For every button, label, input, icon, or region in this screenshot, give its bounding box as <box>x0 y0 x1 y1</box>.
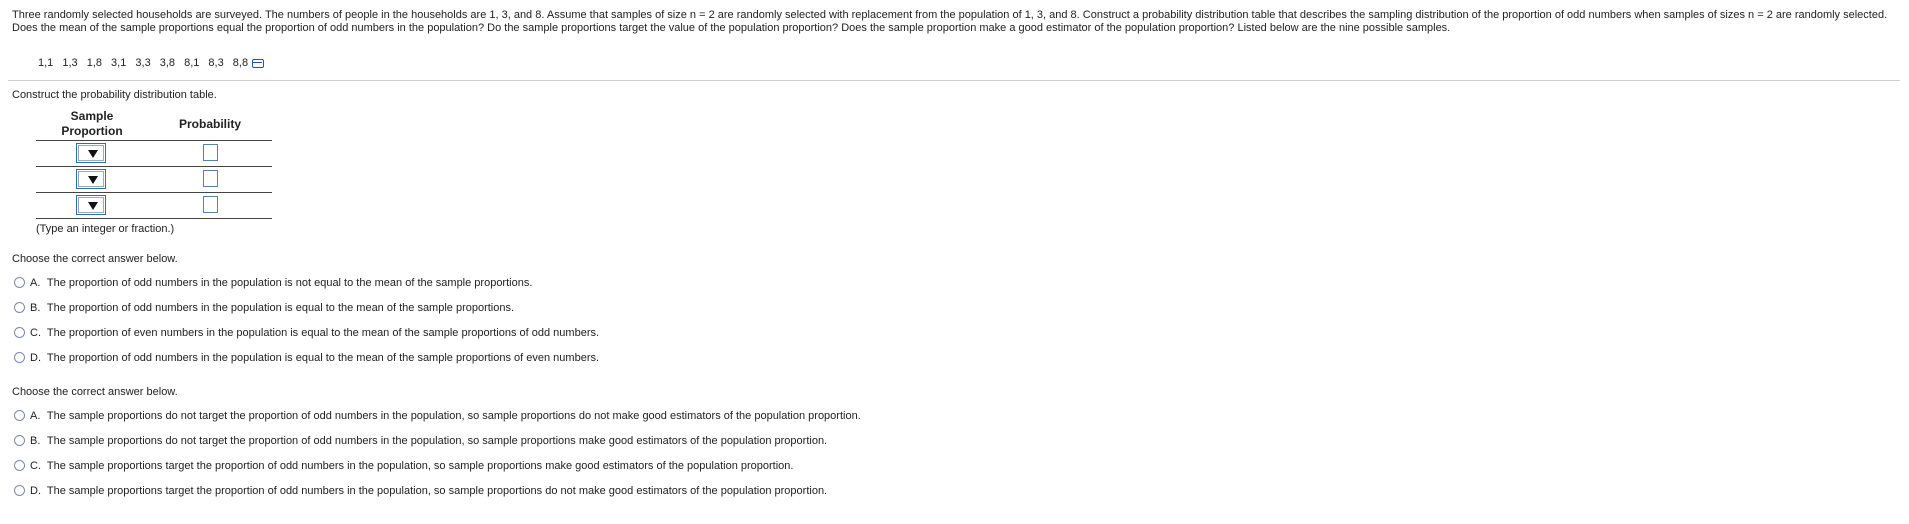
divider <box>8 80 1900 81</box>
probability-input-1[interactable] <box>203 144 218 161</box>
table-row-rule-1 <box>36 166 272 167</box>
col-header-sample: Sample <box>70 109 114 123</box>
part1-prompt: Construct the probability distribution table. <box>12 89 217 101</box>
part3-option-b[interactable]: B. The sample proportions do not target the proportion of odd numbers in the population, so sample proportions make good estimators of the population proportion. <box>14 435 827 447</box>
part3-option-d[interactable]: D. The sample proportions target the proportion of odd numbers in the population, so sample proportions do not make good estimators of the population proportion. <box>14 485 827 497</box>
radio-icon[interactable] <box>14 352 25 363</box>
probability-input-2[interactable] <box>203 170 218 187</box>
chevron-down-icon <box>88 202 98 210</box>
chevron-down-icon <box>88 176 98 184</box>
radio-icon[interactable] <box>14 327 25 338</box>
proportion-select-1[interactable] <box>76 143 106 163</box>
probability-input-3[interactable] <box>203 196 218 213</box>
part2-option-a[interactable]: A. The proportion of odd numbers in the population is not equal to the mean of the sample proportions. <box>14 277 532 289</box>
table-row-rule-2 <box>36 192 272 193</box>
radio-icon[interactable] <box>14 410 25 421</box>
part3-option-c[interactable]: C. The sample proportions target the proportion of odd numbers in the population, so sample proportions make good estimators of the population proportion. <box>14 460 793 472</box>
problem-statement: Three randomly selected households are surveyed. The numbers of people in the households are 1, 3, and 8. Assume that samples of size n = 2 are randomly selected with replacement from the population of 1, 3, and 8. Construct a probability distribution table that describes the sampling distribution of the proportion of odd numbers when samples of sizes n = 2 are randomly selected. Does the mean of the sample proportions equal the proportion of odd numbers in the population? Do the sample proportions target the value of the population proportion? Does the sample proportion make a good estimator of the population proportion? Listed below are the nine possible samples. <box>12 9 1888 34</box>
col-header-proportion: Proportion <box>61 124 123 138</box>
part3-prompt: Choose the correct answer below. <box>12 386 178 398</box>
input-hint: (Type an integer or fraction.) <box>36 223 175 235</box>
col-header-probability: Probability <box>178 117 241 131</box>
radio-icon[interactable] <box>14 435 25 446</box>
copy-data-icon[interactable] <box>252 59 264 68</box>
table-row-rule-3 <box>36 218 272 219</box>
samples-list <box>38 57 264 69</box>
chevron-down-icon <box>88 150 98 158</box>
part3-option-a[interactable]: A. The sample proportions do not target the proportion of odd numbers in the population, so sample proportions do not make good estimators of the population proportion. <box>14 410 861 422</box>
radio-icon[interactable] <box>14 302 25 313</box>
radio-icon[interactable] <box>14 277 25 288</box>
proportion-select-3[interactable] <box>76 195 106 215</box>
radio-icon[interactable] <box>14 460 25 471</box>
radio-icon[interactable] <box>14 485 25 496</box>
part2-option-d[interactable]: D. The proportion of odd numbers in the population is equal to the mean of the sample proportions of even numbers. <box>14 352 599 364</box>
part2-option-b[interactable]: B. The proportion of odd numbers in the population is equal to the mean of the sample proportions. <box>14 302 514 314</box>
part2-option-c[interactable]: C. The proportion of even numbers in the population is equal to the mean of the sample proportions of odd numbers. <box>14 327 599 339</box>
table-header-rule <box>36 140 272 141</box>
proportion-select-2[interactable] <box>76 169 106 189</box>
samples-text: 1,1 1,3 1,8 3,1 3,3 3,8 8,1 8,3 8,8 <box>38 57 249 69</box>
part2-prompt: Choose the correct answer below. <box>12 253 178 265</box>
